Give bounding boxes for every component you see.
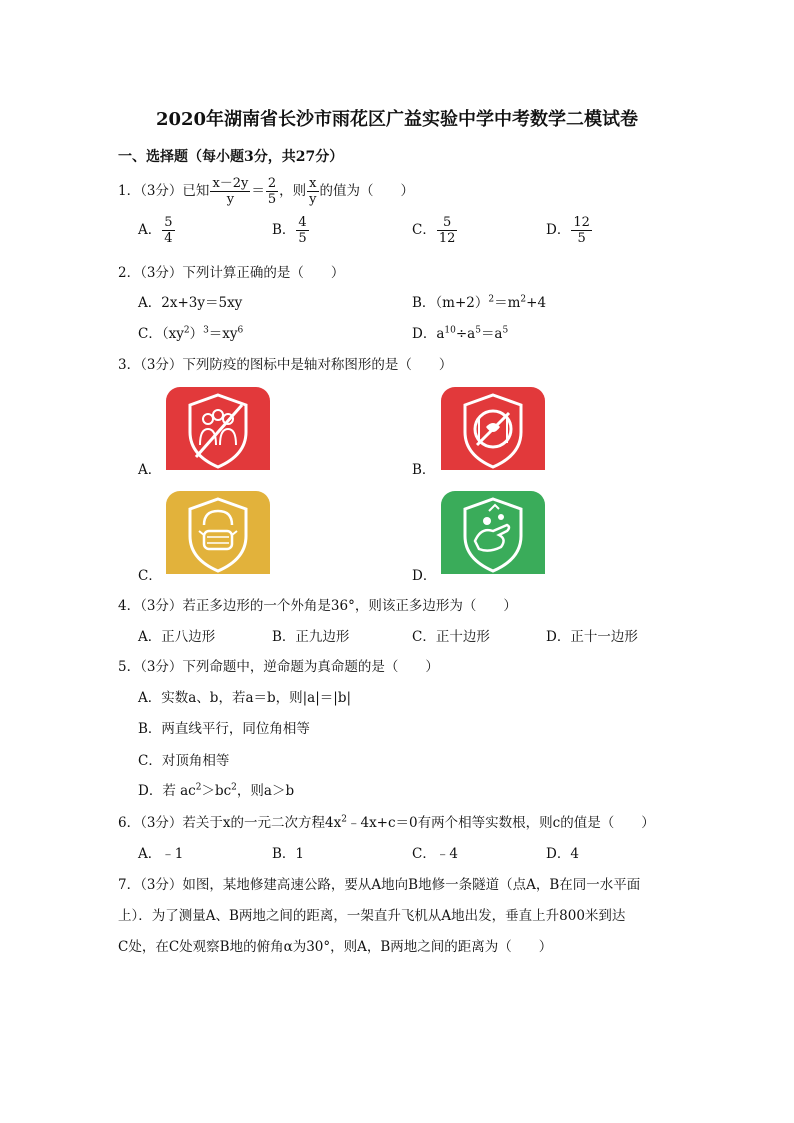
question-5-stem: 5．（3分）下列命题中，逆命题为真命题的是（ ） [118,659,439,675]
q2-d-mid: ÷a [455,326,476,342]
q1-option-a [138,215,176,246]
q5-option-b: B．两直线平行，同位角相等 [138,721,310,737]
q2-b-pre: B．（m+2） [412,295,489,311]
q4-option-b: B．正九边形 [272,629,350,645]
question-1-stem [118,176,414,207]
q1-option-d [546,215,593,246]
q3-option-c-label: C． [138,568,162,584]
question-6-stem [118,811,655,831]
q5-option-c: C．对顶角相等 [138,753,230,769]
hand-washing-icon [441,491,545,574]
q1-option-c-den: 12 [438,231,456,246]
q1-option-b [272,215,310,246]
question-7-line-2: 上）．为了测量A、B两地之间的距离，一架直升飞机从A地出发，垂直上升800米到达 [118,908,626,924]
q6-stem-sup: 2 [341,814,347,825]
q2-c-sup2: 3 [203,325,209,336]
q5-d-pre: D．若 ac [138,783,196,799]
q2-c-sup: 2 [183,325,190,336]
q3-option-d-label: D． [412,568,437,584]
q5-d-mid: ＞bc [201,783,232,799]
question-4-stem: 4．（3分）若正多边形的一个外角是36°，则该正多边形为（ ） [118,598,517,614]
q1-f3-den: y [309,192,317,207]
q1-option-d-den: 5 [577,231,586,246]
q1-option-d-num: 12 [573,215,590,230]
q5-d-sup: 2 [195,782,202,793]
q2-c-mid: ） [189,326,204,342]
q6-option-d: D．4 [546,846,579,862]
q1-fraction-3 [307,176,318,207]
q5-option-a: A．实数a、b，若a＝b，则|a|＝|b| [138,690,352,706]
q2-option-c [138,322,243,342]
q5-d-sup2: 2 [231,782,237,793]
q1-option-b-num: 4 [298,215,307,230]
q1-option-a-label: A． [138,222,162,238]
q1-prefix: 1．（3分）已知 [118,183,210,199]
question-7-line-3: C处，在C处观察B地的俯角α为30°，则A，B两地之间的距离为（ ） [118,939,553,955]
q2-b-sup2: 2 [520,294,527,305]
q1-fraction-2 [266,176,278,207]
q2-d-sup: 10 [444,325,456,336]
q1-option-c [412,215,458,246]
q6-option-b: B．1 [272,846,305,862]
q2-c-sup3: 6 [237,325,244,336]
question-3-stem: 3．（3分）下列防疫的图标中是轴对称图形的是（ ） [118,357,453,373]
q1-eq: ＝ [251,183,265,199]
q6-stem-pre: 6．（3分）若关于x的一元二次方程4x [118,815,342,831]
q1-option-b-den: 5 [298,231,307,246]
q6-stem-end: ﹣4x+c＝0有两个相等实数根，则c的值是（ ） [346,815,655,831]
section-heading: 一、选择题（每小题3分，共27分） [118,149,344,165]
q2-option-b [412,291,546,311]
q1-suffix: 的值为（ ） [319,183,415,199]
q2-option-d [412,322,508,342]
q2-c-mid2: ＝xy [208,326,238,342]
q1-f2-den: 5 [267,192,277,207]
q1-mid: ，则 [279,183,307,199]
q2-b-sup: 2 [488,294,495,305]
q1-fraction-1 [210,176,250,207]
q1-f1-num: x－2y [212,176,249,191]
q2-d-sup2: 5 [475,325,481,336]
crowd-ban-icon [166,387,270,470]
question-7-line-1: 7．（3分）如图，某地修建高速公路，要从A地向B地修一条隧道（点A，B在同一水平面 [118,877,641,893]
q1-option-b-label: B． [272,222,296,238]
q1-f1-den: y [226,192,235,207]
q3-option-a-label: A． [138,462,162,478]
exam-title: 2020年湖南省长沙市雨花区广益实验中学中考数学二模试卷 [155,109,639,130]
q1-option-a-num: 5 [164,215,173,230]
q2-b-end: +4 [526,295,547,311]
face-mask-icon [166,491,270,574]
q2-d-sup3: 5 [502,325,509,336]
q5-d-end: ，则a＞b [236,783,295,799]
q2-d-mid2: ＝a [480,326,503,342]
q1-option-c-label: C． [412,222,436,238]
q2-b-mid: ＝m [494,295,521,311]
q1-f2-num: 2 [267,176,277,191]
q1-option-c-num: 5 [437,215,458,231]
q5-option-d [138,779,294,799]
q6-option-a: A．﹣1 [138,846,184,862]
q1-f3-num: x [307,176,318,192]
q1-option-d-label: D． [546,222,571,238]
q3-option-b-label: B． [412,462,436,478]
q4-option-c: C．正十边形 [412,629,490,645]
q4-option-d: D．正十一边形 [546,629,638,645]
question-2-stem: 2．（3分）下列计算正确的是（ ） [118,265,345,281]
q2-c-pre: C．（xy [138,326,184,342]
no-wild-animal-icon [441,387,545,470]
q6-option-c: C．﹣4 [412,846,458,862]
q2-option-a: A．2x+3y＝5xy [138,295,243,311]
q4-option-a: A．正八边形 [138,629,216,645]
q2-d-pre: D．a [412,326,445,342]
q1-option-a-den: 4 [164,231,173,246]
